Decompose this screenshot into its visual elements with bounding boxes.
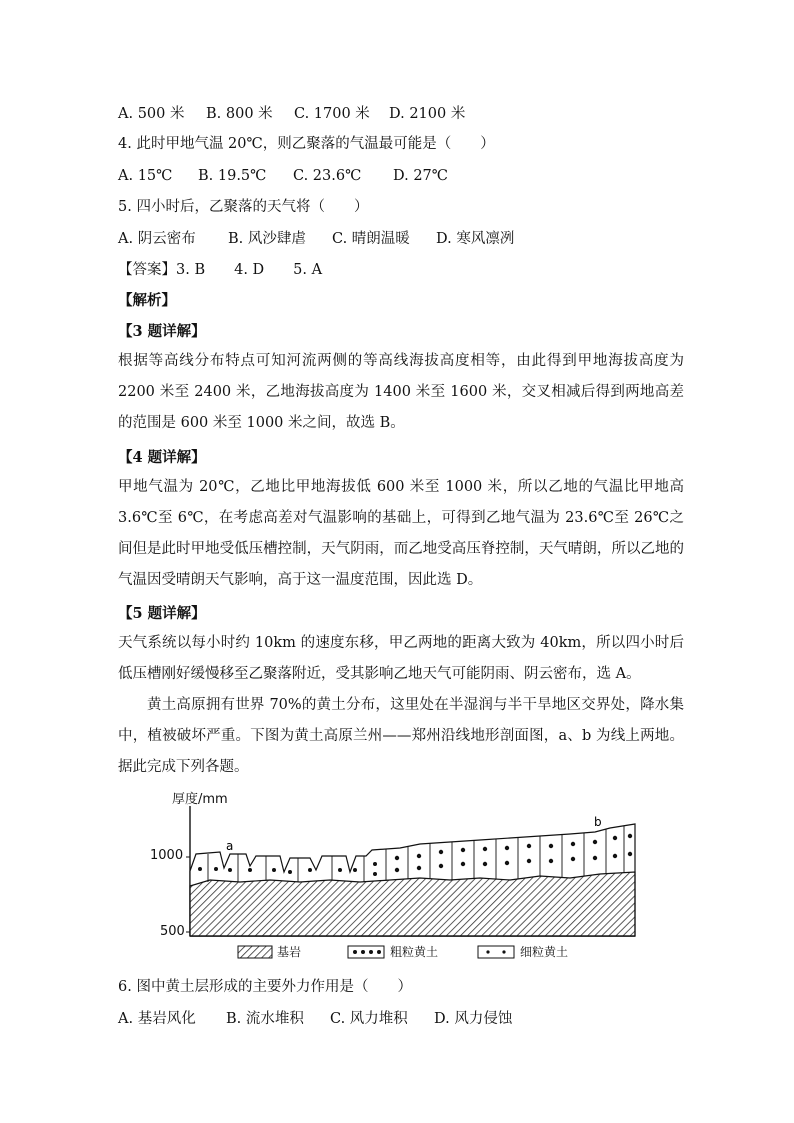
option-d[interactable]: D. 风力侵蚀 xyxy=(434,1011,513,1027)
y-tick-1000: 1000 xyxy=(150,848,184,863)
q5-detail-text: 天气系统以每小时约 10km 的速度东移，甲乙两地的距离大致为 40km，所以四小时后低压槽刚好缓慢移至乙聚落附近，受其影响乙地天气可能阴雨、阴云密布，选 A。 xyxy=(118,635,684,682)
option-c[interactable]: C. 1700 米 xyxy=(294,106,370,122)
option-b[interactable]: B. 800 米 xyxy=(206,106,273,122)
point-b-label: b xyxy=(594,815,602,829)
y-axis-label: 厚度/mm xyxy=(172,792,228,807)
q3-detail-title: 【3 题详解】 xyxy=(118,323,206,340)
q4-detail-title: 【4 题详解】 xyxy=(118,449,206,466)
legend-fine-label: 细粒黄土 xyxy=(520,945,569,959)
option-d[interactable]: D. 2100 米 xyxy=(389,106,466,122)
q5-options xyxy=(118,229,514,249)
point-a-label: a xyxy=(226,839,234,853)
q4-detail-text: 甲地气温为 20℃，乙地比甲地海拔低 600 米至 1000 米，所以乙地的气温比甲地高 3.6℃至 6℃，在考虑高差对气温影响的基础上，可得到乙地气温为 23.6℃至 26℃之间但是此时甲地受低压槽控制，天气阴雨，而乙地受高压脊控制，天气晴朗，所以乙地的气温因受晴朗天气影响，高于这一温度范围，因此选 D。 xyxy=(118,479,684,588)
legend-coarse-label: 粗粒黄土 xyxy=(390,945,439,959)
q3-detail-text: 根据等高线分布特点可知河流两侧的等高线海拔高度相等，由此得到甲地海拔高度为 2200 米至 2400 米，乙地海拔高度为 1400 米至 1600 米，交叉相减后得到两地高差的范围是 600 米至 1000 米之间，故选 B。 xyxy=(118,353,684,431)
option-a[interactable]: A. 阴云密布 xyxy=(118,231,196,247)
option-b[interactable]: B. 风沙肆虐 xyxy=(228,231,306,247)
option-c[interactable]: C. 23.6℃ xyxy=(293,168,362,184)
q5-stem: 5. 四小时后，乙聚落的天气将（ ） xyxy=(118,199,369,215)
q5-detail-title: 【5 题详解】 xyxy=(118,605,206,622)
option-c[interactable]: C. 风力堆积 xyxy=(330,1011,408,1027)
legend-fine-swatch xyxy=(478,946,514,958)
option-c[interactable]: C. 晴朗温暖 xyxy=(332,231,410,247)
legend-bedrock-label: 基岩 xyxy=(277,945,302,959)
q6-options xyxy=(118,1009,512,1029)
y-tick-500: 500 xyxy=(160,924,185,939)
q6-stem: 6. 图中黄土层形成的主要外力作用是（ ） xyxy=(118,979,412,995)
analysis-title: 【解析】 xyxy=(118,292,176,309)
option-a[interactable]: A. 500 米 xyxy=(118,106,185,122)
option-a[interactable]: A. 基岩风化 xyxy=(118,1011,196,1027)
loess-profile-figure xyxy=(150,786,640,966)
intro-paragraph: 黄土高原拥有世界 70%的黄土分布，这里处在半湿润与半干旱地区交界处，降水集中，植被破坏严重。下图为黄土高原兰州——郑州沿线地形剖面图，a、b 为线上两地。据此完成下列各题。 xyxy=(118,697,684,775)
bedrock-layer xyxy=(190,872,635,936)
q4-options xyxy=(118,166,448,186)
answer-line: 【答案】3. B 4. D 5. A xyxy=(118,262,323,278)
legend-bedrock-swatch xyxy=(238,946,272,958)
profile-diagram xyxy=(150,786,640,966)
q3-options xyxy=(118,104,465,124)
option-d[interactable]: D. 寒风凛冽 xyxy=(436,231,515,247)
q4-stem: 4. 此时甲地气温 20℃，则乙聚落的气温最可能是（ ） xyxy=(118,136,495,152)
option-d[interactable]: D. 27℃ xyxy=(393,168,448,184)
option-b[interactable]: B. 流水堆积 xyxy=(226,1011,304,1027)
option-b[interactable]: B. 19.5℃ xyxy=(198,168,267,184)
option-a[interactable]: A. 15℃ xyxy=(118,168,173,184)
